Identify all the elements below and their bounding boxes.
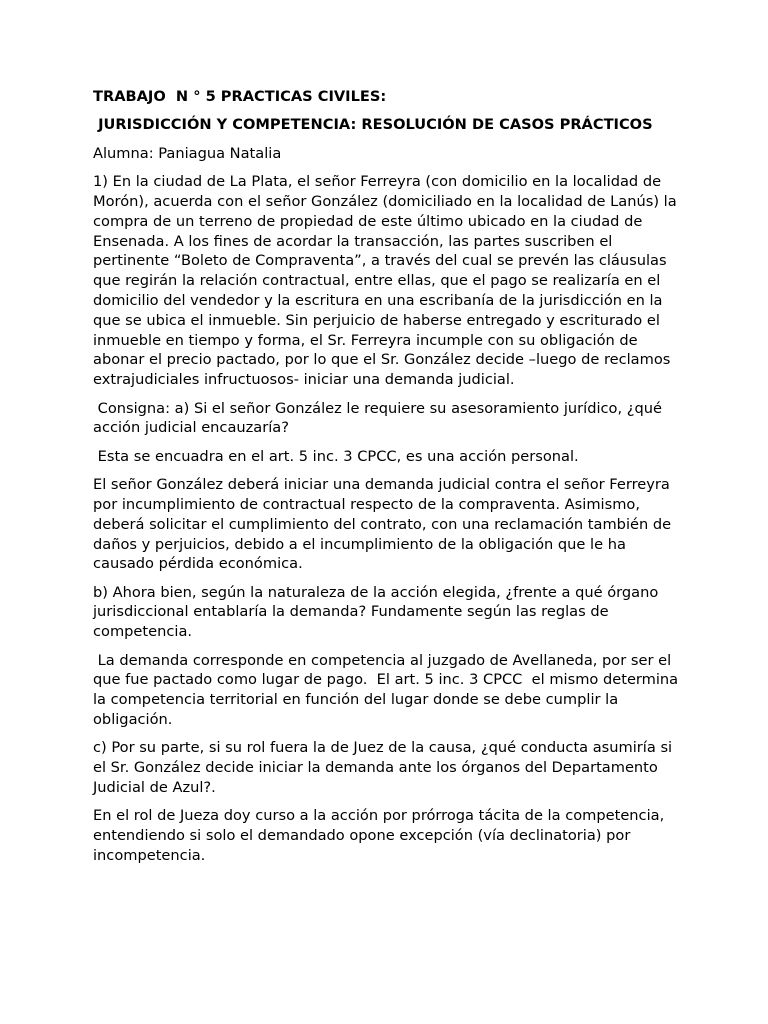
question-a: Consigna: a) Si el señor González le requiere su asesoramiento jurídico, ¿qué acción judicial encauzaría? [93, 399, 667, 437]
student-name: Alumna: Paniagua Natalia [93, 144, 282, 162]
answer-a-explanation: El señor González deberá iniciar una demanda judicial contra el señor Ferreyra por incumplimiento de contractual respecto de la compraventa. Asimismo, deberá solicitar el cumplimiento del contrato, con una reclamación también de daños y perjuicios, debido a el incumplimiento de la obligación que le ha causado pérdida económica. [93, 476, 676, 573]
answer-c: En el rol de Jueza doy curso a la acción por prórroga tácita de la competencia, entendiendo si solo el demandado opone excepción (vía declinatoria) por incompetencia. [93, 807, 669, 865]
document-page [93, 87, 683, 874]
question-c: c) Por su parte, si su rol fuera la de Juez de la causa, ¿qué conducta asumiría si el Sr. González decide iniciar la demanda ante los órganos del Departamento Judicial de Azul?. [93, 739, 677, 797]
document-title: TRABAJO N ° 5 PRACTICAS CIVILES: [93, 88, 387, 105]
document-subtitle: JURISDICCIÓN Y COMPETENCIA: RESOLUCIÓN DE CASOS PRÁCTICOS [93, 116, 653, 134]
case-statement: 1) En la ciudad de La Plata, el señor Ferreyra (con domicilio en la localidad de Morón), acuerda con el señor González (domiciliado en la localidad de Lanús) la compra de un terreno de propiedad de este último ubicado en la ciudad de Ensenada. A los fines de acordar la transacción, las partes suscriben el pertinente “Boleto de Compraventa”, a través del cual se prevén las cláusulas que regirán la relación contractual, entre ellas, que el pago se realizaría en el domicilio del vendedor y la escritura en una escribanía de la jurisdicción en la que se ubica el inmueble. Sin perjuicio de haberse entregado y escriturado el inmueble en tiempo y forma, el Sr. Ferreyra incumple con su obligación de abonar el precio pactado, por lo que el Sr. González decide –luego de reclamos extrajudiciales infructuosos- iniciar una demanda judicial. [93, 173, 682, 389]
answer-a-legal-basis: Esta se encuadra en el art. 5 inc. 3 CPCC, es una acción personal. [93, 447, 579, 465]
question-b: b) Ahora bien, según la naturaleza de la acción elegida, ¿frente a qué órgano jurisdiccional entablaría la demanda? Fundamente según las reglas de competencia. [93, 583, 663, 641]
answer-b: La demanda corresponde en competencia al juzgado de Avellaneda, por ser el que fue pactado como lugar de pago. El art. 5 inc. 3 CPCC el mismo determina la competencia territorial en función del lugar donde se debe cumplir la obligación. [93, 651, 683, 729]
